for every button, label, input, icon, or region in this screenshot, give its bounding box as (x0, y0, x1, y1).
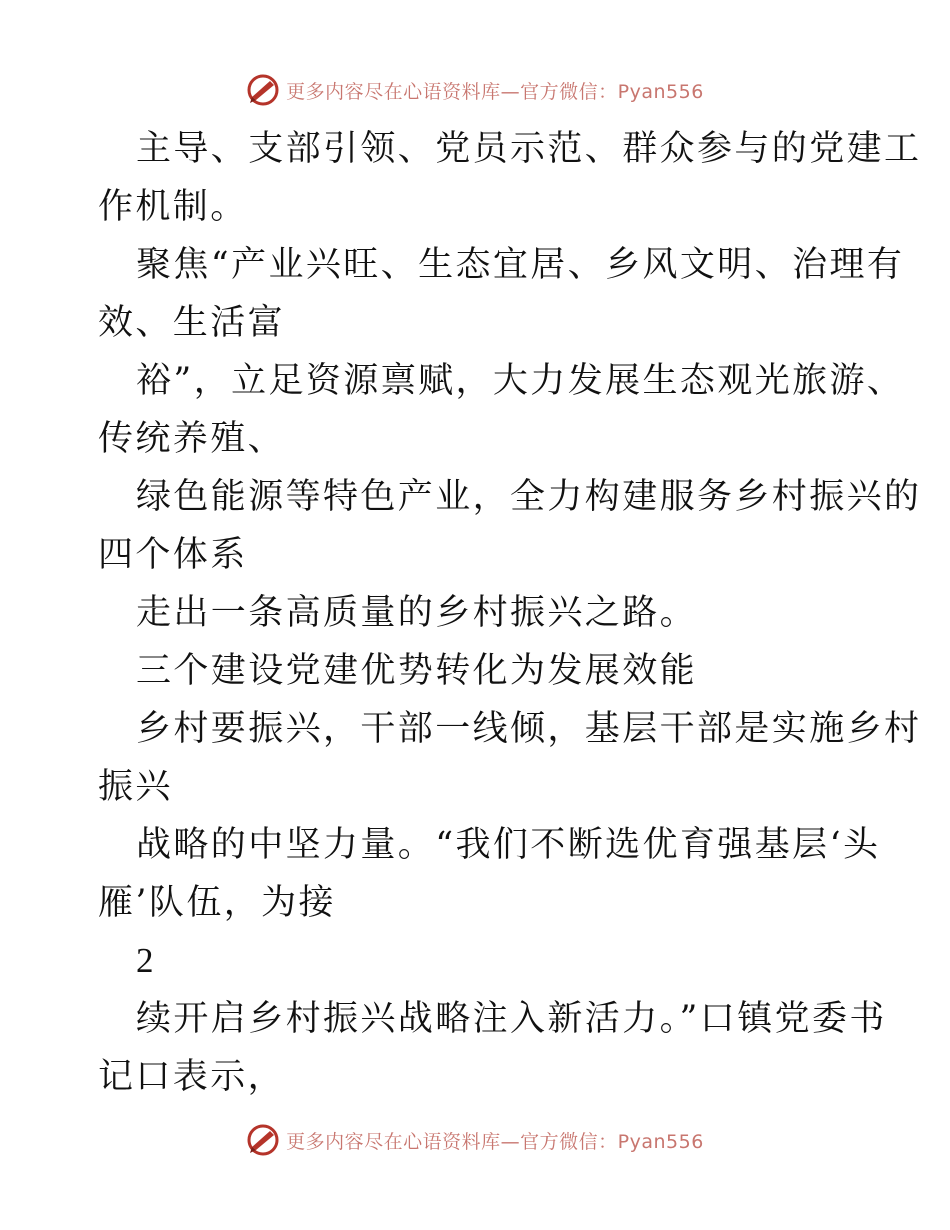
document-body (98, 120, 922, 1106)
text-line: 绿色能源等特色产业，全力构建服务乡村振兴的 (136, 477, 922, 517)
watermark-text: 更多内容尽在心语资料库—官方微信：Pyan556 (286, 1130, 704, 1153)
text-line: 作机制。 (98, 187, 248, 227)
pen-logo-icon (246, 73, 280, 107)
page-number: 2 (136, 941, 154, 980)
footer-watermark (0, 1120, 950, 1160)
text-line: 记口表示， (98, 1057, 286, 1097)
pen-logo-icon (246, 1123, 280, 1157)
text-line: 雁’队伍，为接 (98, 883, 336, 923)
text-line: 续开启乡村振兴战略注入新活力。”口镇党委书 (136, 999, 887, 1039)
watermark-text: 更多内容尽在心语资料库—官方微信：Pyan556 (286, 80, 704, 103)
text-line: 效、生活富 (98, 303, 286, 343)
text-line: 乡村要振兴，干部一线倾，基层干部是实施乡村 (136, 709, 922, 749)
text-line: 走出一条高质量的乡村振兴之路。 (136, 593, 698, 633)
text-line: 裕”，立足资源禀赋，大力发展生态观光旅游、 (136, 361, 905, 401)
text-line: 主导、支部引领、党员示范、群众参与的党建工 (136, 129, 922, 169)
text-line: 振兴 (98, 767, 173, 807)
text-line: 聚焦“产业兴旺、生态宜居、乡风文明、治理有 (136, 245, 905, 285)
text-line: 战略的中坚力量。“我们不断选优育强基层‘头 (136, 825, 881, 865)
text-line: 四个体系 (98, 535, 248, 575)
text-line: 传统养殖、 (98, 419, 286, 459)
header-watermark (0, 70, 950, 110)
section-heading: 三个建设党建优势转化为发展效能 (136, 651, 698, 691)
